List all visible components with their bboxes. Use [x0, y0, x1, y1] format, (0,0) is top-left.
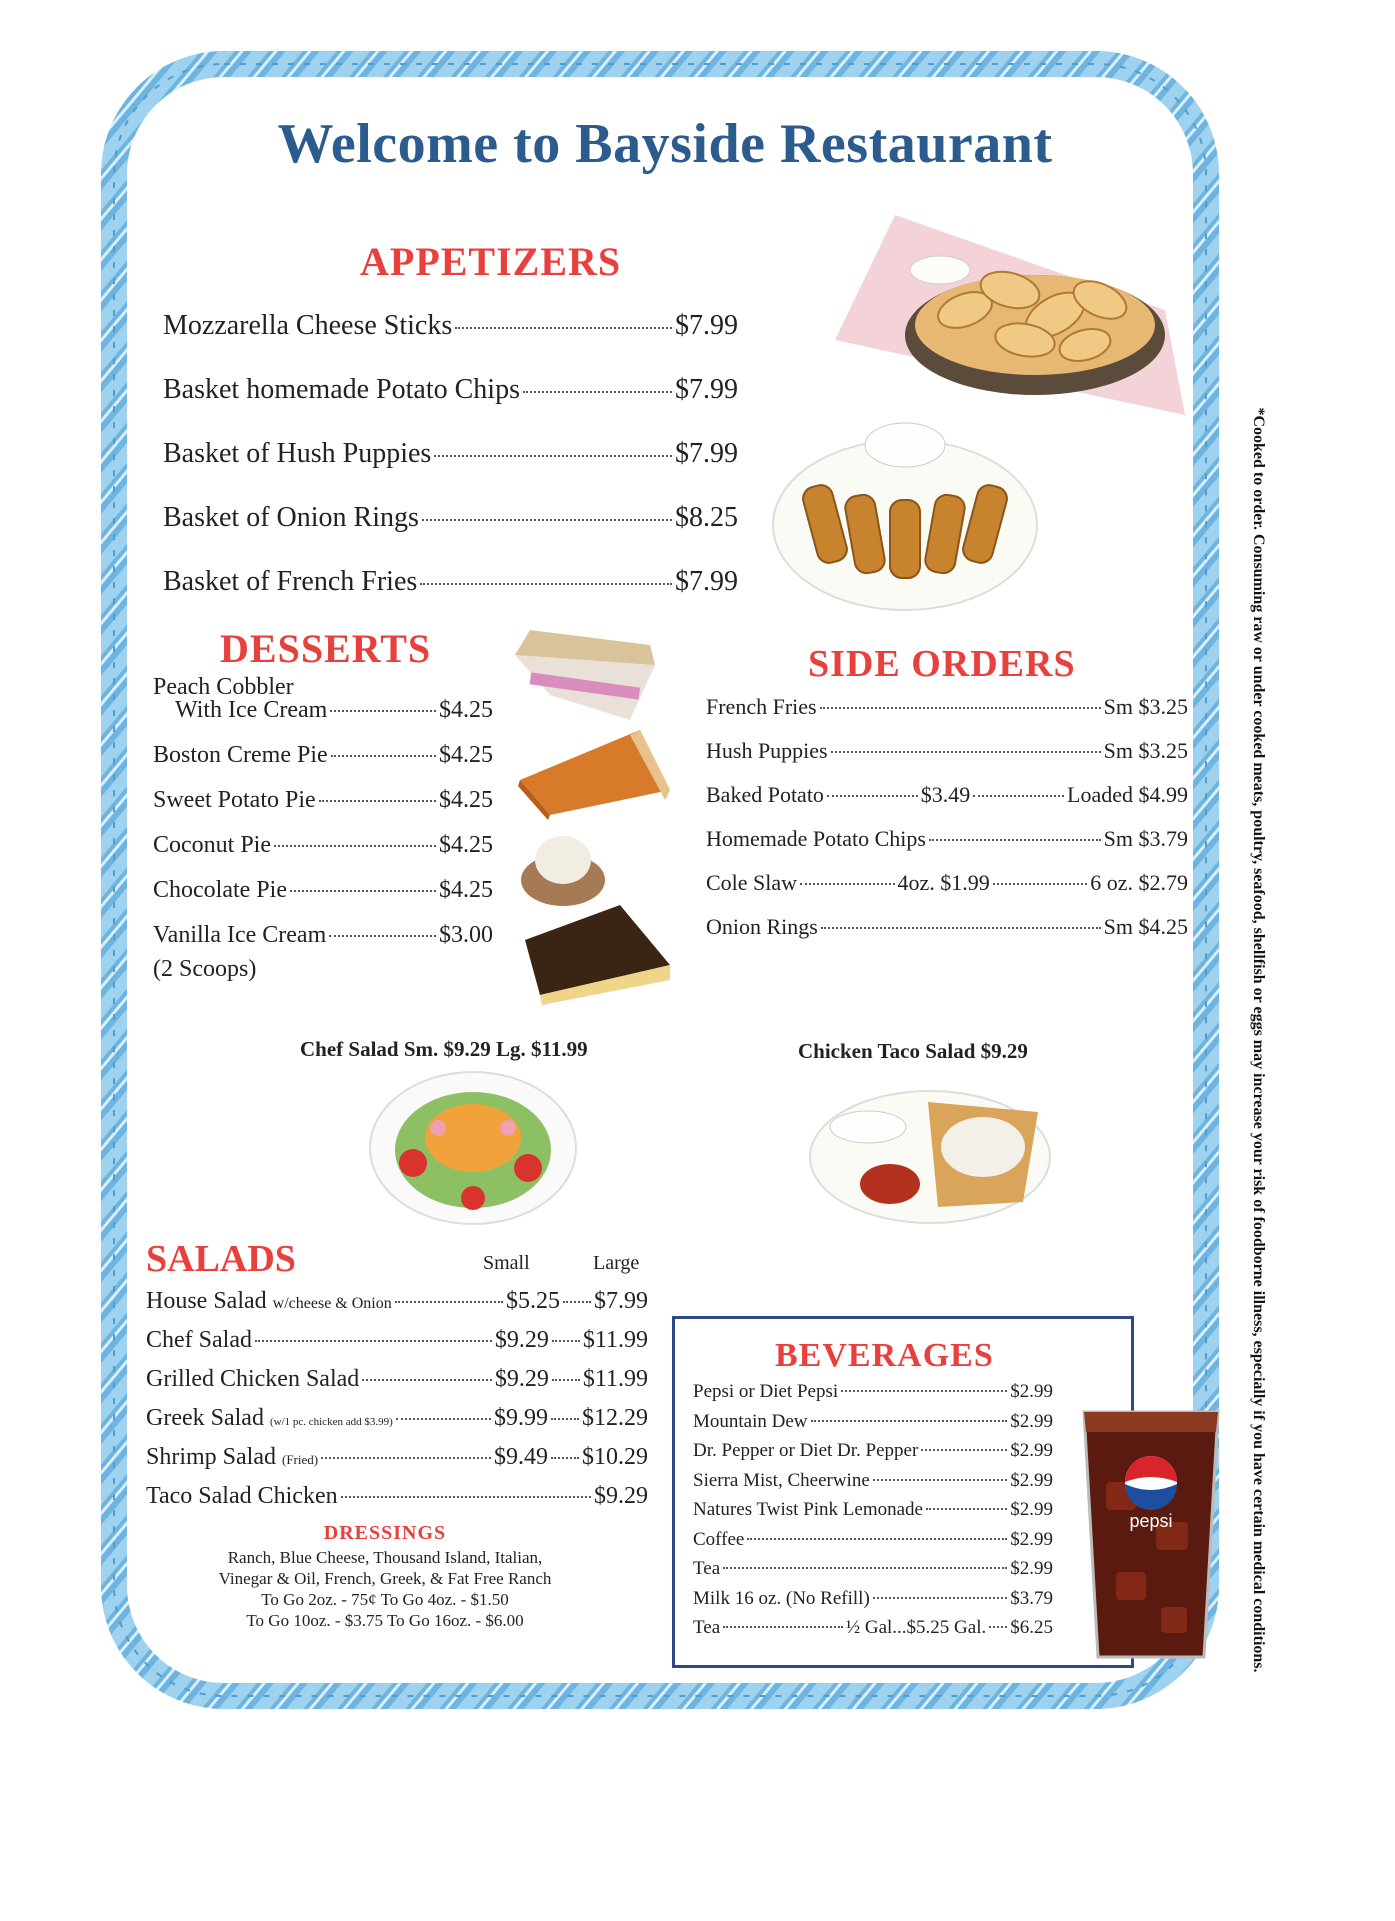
item-price-2: Loaded $4.99	[1067, 782, 1188, 807]
small-price: $5.25	[506, 1288, 560, 1314]
item-price: $4.25	[439, 787, 493, 813]
item-name: Sierra Mist, Cheerwine	[693, 1469, 870, 1491]
dot-leader	[921, 1449, 1007, 1451]
menu-item	[693, 1588, 1053, 1618]
chef-salad-image	[368, 1068, 578, 1228]
item-price-2: $6.25	[1010, 1617, 1053, 1638]
sweet-potato-pie-image	[510, 720, 670, 820]
item-price: $4.25	[439, 742, 493, 768]
menu-item	[693, 1381, 1053, 1411]
beverages-list	[693, 1381, 1053, 1647]
item-name: Taco Salad Chicken	[146, 1483, 338, 1509]
menu-item	[163, 374, 738, 438]
item-price: $3.79	[1010, 1587, 1053, 1609]
dot-leader	[274, 845, 436, 847]
menu-item	[163, 566, 738, 630]
item-name: Basket homemade Potato Chips	[163, 374, 520, 405]
dot-leader	[841, 1390, 1007, 1392]
desserts-list	[153, 676, 493, 983]
dot-leader	[873, 1597, 1007, 1599]
item-price: $3.49	[920, 782, 971, 807]
dot-leader	[873, 1479, 1007, 1481]
dot-leader	[723, 1567, 1007, 1569]
pepsi-glass-image	[1076, 1402, 1226, 1664]
dot-leader	[551, 1457, 579, 1459]
item-name: Basket of French Fries	[163, 566, 418, 597]
item-price: $2.99	[1010, 1469, 1053, 1491]
item-name: Mountain Dew	[693, 1410, 808, 1432]
item-name: House Salad	[146, 1288, 267, 1314]
item-price: Sm $4.25	[1103, 914, 1188, 939]
large-price: $11.99	[582, 1366, 648, 1392]
dot-leader	[993, 883, 1087, 885]
dressings-line: Vinegar & Oil, French, Greek, & Fat Free Ranch	[218, 1569, 552, 1588]
menu-item	[693, 1617, 1053, 1647]
dot-leader	[552, 1340, 580, 1342]
dot-leader	[989, 1626, 1007, 1628]
small-price: $9.99	[494, 1405, 548, 1431]
dot-leader	[929, 839, 1101, 841]
item-price-2: 6 oz. $2.79	[1090, 870, 1188, 895]
dot-leader	[926, 1508, 1007, 1510]
dot-leader	[434, 455, 672, 457]
dot-leader	[973, 795, 1064, 797]
item-price: $2.99	[1010, 1528, 1053, 1550]
dot-leader	[552, 1379, 580, 1381]
item-name: Peach Cobbler	[153, 674, 294, 700]
menu-item	[706, 738, 1188, 782]
potato-chips-basket-image	[835, 215, 1185, 425]
large-price: $12.29	[582, 1405, 648, 1431]
menu-item	[706, 914, 1188, 958]
item-name: Onion Rings	[706, 914, 818, 939]
menu-item	[693, 1411, 1053, 1441]
item-name: Basket of Hush Puppies	[163, 438, 432, 469]
menu-item	[153, 787, 493, 832]
beverages-heading: BEVERAGES	[775, 1337, 994, 1374]
page-title: Welcome to Bayside Restaurant	[277, 113, 1053, 175]
appetizers-heading: APPETIZERS	[360, 239, 622, 284]
menu-item	[153, 922, 493, 956]
menu-item	[163, 438, 738, 502]
item-name: French Fries	[706, 694, 817, 719]
item-name: Homemade Potato Chips	[706, 826, 926, 851]
menu-item	[693, 1529, 1053, 1559]
dot-leader	[827, 795, 918, 797]
item-name: Tea	[693, 1617, 721, 1638]
dot-leader	[747, 1538, 1007, 1540]
dot-leader	[395, 1301, 503, 1303]
chocolate-pie-image	[520, 900, 675, 1005]
taco-salad-image	[808, 1072, 1053, 1227]
item-name: Baked Potato	[706, 782, 824, 807]
item-price: $3.00	[439, 922, 493, 948]
item-price: $2.99	[1010, 1410, 1053, 1432]
dot-leader	[329, 935, 436, 937]
item-name: Coffee	[693, 1528, 745, 1550]
taco-salad-caption: Chicken Taco Salad $9.29	[798, 1039, 1028, 1063]
health-disclaimer: *Cooked to order. Consuming raw or under cooked meats, poultry, seafood, shellfish or eggs may increase your risk of foodborne illness, especially if you have certain medical conditions.	[1250, 407, 1267, 1673]
side-orders-list	[706, 694, 1188, 958]
item-price: ½ Gal...$5.25 Gal.	[845, 1617, 987, 1638]
menu-item	[163, 502, 738, 566]
menu-item	[153, 877, 493, 922]
dressings-line: To Go 2oz. - 75¢ To Go 4oz. - $1.50	[261, 1590, 509, 1609]
desserts-heading: DESSERTS	[220, 626, 432, 671]
item-line	[153, 699, 493, 722]
dot-leader	[331, 755, 436, 757]
item-name: Shrimp Salad	[146, 1444, 276, 1470]
item-price: $2.99	[1010, 1499, 1053, 1520]
dressings-line: To Go 10oz. - $3.75 To Go 16oz. - $6.00	[246, 1611, 524, 1630]
item-price: $2.99	[1010, 1381, 1053, 1402]
dot-leader	[831, 751, 1101, 753]
salads-list	[146, 1288, 648, 1522]
item-name: Cole Slaw	[706, 870, 798, 895]
mozzarella-sticks-image	[770, 415, 1040, 615]
item-name: Chef Salad	[146, 1327, 252, 1353]
item-name: Basket of Onion Rings	[163, 502, 419, 533]
item-name: Greek Salad	[146, 1405, 264, 1431]
item-name: Vanilla Ice Cream	[153, 922, 327, 948]
dot-leader	[319, 800, 436, 802]
large-price: $7.99	[594, 1288, 648, 1314]
item-name: Natures Twist Pink Lemonade	[693, 1499, 923, 1520]
item-price: $7.99	[675, 374, 738, 405]
menu-item	[153, 676, 493, 742]
dot-leader	[422, 519, 672, 521]
menu-item	[693, 1440, 1053, 1470]
item-price: $2.99	[1010, 1440, 1053, 1461]
menu-item	[153, 742, 493, 787]
menu-item	[146, 1405, 648, 1444]
peach-cobbler-image	[510, 625, 660, 725]
item-name: Pepsi or Diet Pepsi	[693, 1381, 839, 1402]
dot-leader	[455, 327, 672, 329]
salads-heading: SALADS	[146, 1238, 296, 1280]
dot-leader	[341, 1496, 591, 1498]
pepsi-logo-text: pepsi	[1129, 1511, 1173, 1531]
menu-item	[153, 832, 493, 877]
large-price: $11.99	[582, 1327, 648, 1353]
item-name: Mozzarella Cheese Sticks	[163, 310, 453, 341]
menu-item	[693, 1558, 1053, 1588]
large-price: $10.29	[582, 1444, 648, 1470]
menu-item	[706, 694, 1188, 738]
small-price: $9.29	[494, 1366, 549, 1392]
menu-item	[706, 826, 1188, 870]
menu-item	[146, 1288, 648, 1327]
item-price: $7.99	[675, 438, 738, 469]
item-note: w/cheese & Onion	[272, 1295, 392, 1312]
item-name: Grilled Chicken Salad	[146, 1366, 360, 1392]
item-price: Sm $3.79	[1103, 826, 1188, 851]
menu-item	[693, 1499, 1053, 1529]
appetizers-list	[163, 310, 738, 630]
item-note: (Fried)	[282, 1452, 319, 1467]
dot-leader	[362, 1379, 492, 1381]
item-price: $4.25	[439, 832, 493, 858]
item-price: Sm $3.25	[1103, 738, 1188, 763]
item-note: (2 Scoops)	[153, 956, 257, 982]
dot-leader	[723, 1626, 843, 1628]
menu-item	[146, 1327, 648, 1366]
dot-leader	[820, 707, 1101, 709]
dressings-heading: DRESSINGS	[323, 1522, 447, 1544]
coconut-pie-image	[518, 825, 608, 910]
menu-item	[706, 782, 1188, 826]
menu-item	[706, 870, 1188, 914]
item-name: Coconut Pie	[153, 832, 271, 858]
menu-item	[146, 1483, 648, 1522]
dot-leader	[811, 1420, 1008, 1422]
dot-leader	[563, 1301, 591, 1303]
item-name: Milk 16 oz. (No Refill)	[693, 1587, 870, 1609]
dot-leader	[420, 583, 672, 585]
dot-leader	[821, 927, 1101, 929]
item-name: Tea	[693, 1558, 721, 1579]
item-price: $2.99	[1010, 1558, 1053, 1579]
dot-leader	[396, 1418, 491, 1420]
item-price: $4.25	[439, 697, 493, 723]
item-name: Hush Puppies	[706, 738, 828, 763]
item-note: (w/1 pc. chicken add $3.99)	[269, 1416, 393, 1428]
dressings-line: Ranch, Blue Cheese, Thousand Island, Italian,	[227, 1548, 543, 1567]
item-name: Dr. Pepper or Diet Dr. Pepper	[693, 1440, 919, 1461]
side-orders-heading: SIDE ORDERS	[808, 643, 1076, 685]
dot-leader	[523, 391, 672, 393]
item-price: $8.25	[675, 502, 738, 533]
menu-item	[146, 1444, 648, 1483]
item-name: Boston Creme Pie	[153, 742, 328, 768]
menu-item	[693, 1470, 1053, 1500]
item-name: Chocolate Pie	[153, 877, 287, 903]
dot-leader	[330, 710, 436, 712]
dressings-block	[175, 1522, 595, 1631]
item-price: $7.99	[675, 566, 738, 597]
item-name-2: With Ice Cream	[175, 697, 328, 723]
item-price: $4.25	[439, 877, 493, 903]
dot-leader	[290, 890, 436, 892]
beverages-box	[672, 1316, 1134, 1668]
dot-leader	[551, 1418, 579, 1420]
dot-leader	[800, 883, 894, 885]
menu-item	[163, 310, 738, 374]
small-price: $9.29	[494, 1327, 549, 1353]
dot-leader	[255, 1340, 492, 1342]
dot-leader	[321, 1457, 491, 1459]
small-price: $9.49	[494, 1444, 548, 1470]
salads-column-large: Large	[593, 1252, 640, 1274]
item-price: $7.99	[675, 310, 738, 341]
item-price: $9.29	[594, 1483, 648, 1509]
chef-salad-caption: Chef Salad Sm. $9.29 Lg. $11.99	[300, 1037, 588, 1061]
item-price: 4oz. $1.99	[897, 870, 990, 895]
menu-item	[146, 1366, 648, 1405]
item-name: Sweet Potato Pie	[153, 787, 316, 813]
salads-column-small: Small	[483, 1252, 530, 1274]
item-price: Sm $3.25	[1103, 694, 1188, 719]
